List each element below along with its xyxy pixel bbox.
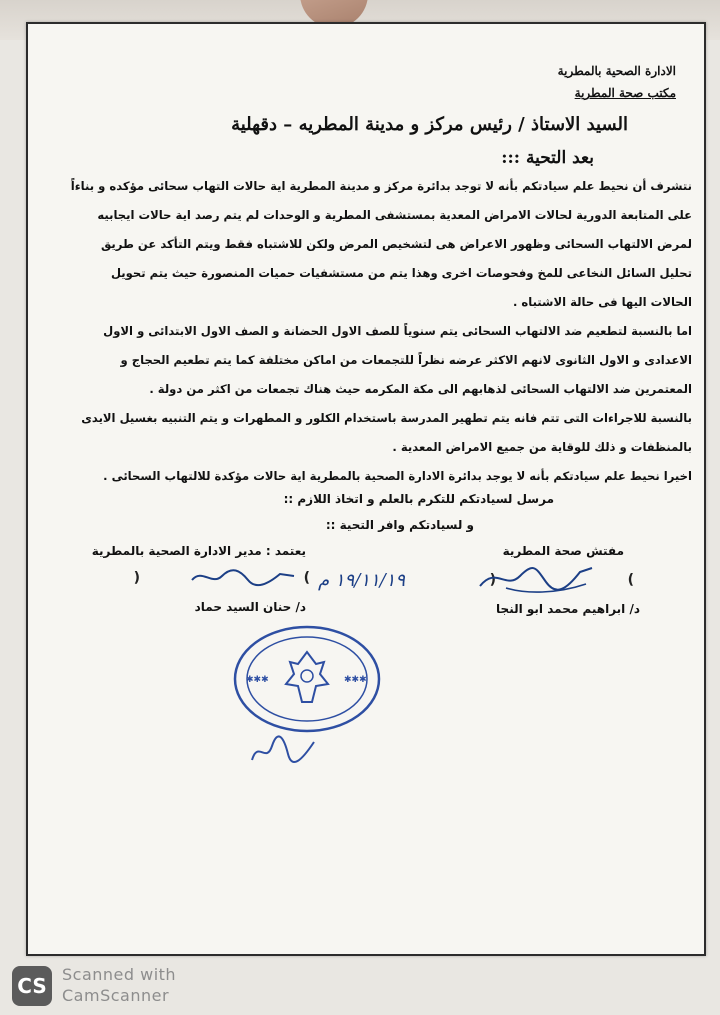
body-line: المعتمرين ضد الالتهاب السحائى لذهابهم الى مكة المكرمه حيث هناك تجمعات من اكثر من دولة .	[149, 382, 692, 396]
body-line: تحليل السائل النخاعى للمخ وفحوصات اخرى وهذا يتم من مستشفيات حميات المنصورة حيث يتم تحويل	[110, 266, 692, 280]
office-name: مكتب صحة المطرية	[574, 86, 676, 100]
body-line: اما بالنسبة لتطعيم ضد الالتهاب السحائى يتم سنوياً للصف الاول الحضانة و الصف الاول الابتدائى و الاول	[103, 324, 692, 338]
inspector-name: د/ ابراهيم محمد ابو النجا	[496, 602, 640, 616]
director-title: يعتمد : مدير الادارة الصحية بالمطرية	[91, 544, 306, 558]
greeting-line: بعد التحية :::	[501, 148, 594, 168]
body-line: نتشرف أن نحيط علم سيادتكم بأنه لا توجد بدائرة مركز و مدينة المطرية اية حالات التهاب سحائى مؤكده و بناءاً	[70, 179, 692, 193]
body-line: لمرض الالتهاب السحائى وظهور الاعراض هى لتشخيص المرض ولكن للاشتباه فقط ويتم التأكد عن طريق	[100, 237, 692, 251]
organization-name: الادارة الصحية بالمطرية	[557, 64, 676, 78]
paren-close: )	[133, 570, 140, 586]
letter-body	[42, 172, 692, 491]
scanner-watermark	[8, 960, 228, 1008]
handwritten-date: ١٩/١١/١٩ م	[318, 570, 406, 591]
svg-text:✱✱✱: ✱✱✱	[344, 675, 367, 685]
watermark-text	[62, 964, 176, 1006]
inspector-title: مفتش صحة المطرية	[502, 544, 624, 558]
paren-open: (	[627, 572, 634, 588]
body-line: بالنسبة للاجراءات التى تتم فانه يتم تطهير المدرسة باستخدام الكلور و المطهرات و يتم التنبيه بغسيل الايدى	[81, 411, 692, 425]
paren-close: )	[489, 572, 496, 588]
body-line: بالمنظفات و ذلك للوقاية من جميع الامراض المعدية .	[392, 440, 692, 454]
watermark-line: CamScanner	[62, 986, 170, 1005]
official-stamp	[232, 624, 382, 738]
svg-text:✱✱✱: ✱✱✱	[246, 675, 269, 685]
camscanner-logo-icon: CS	[12, 966, 52, 1006]
addressee-line: السيد الاستاذ / رئيس مركز و مدينة المطريه – دقهلية	[231, 114, 628, 135]
stamp-initials	[248, 730, 318, 774]
body-line: الحالات اليها فى حالة الاشتباه .	[512, 295, 692, 309]
body-line: على المتابعة الدورية لحالات الامراض المعدية بمستشفى المطرية و الوحدات لم يتم رصد اية حالات ايجابيه	[97, 208, 692, 222]
closing-line: مرسل لسيادتكم للتكرم بالعلم و اتخاذ اللازم ::	[283, 492, 554, 506]
watermark-line: Scanned with	[62, 965, 177, 984]
body-line: الاعدادى و الاول الثانوى لانهم الاكثر عرضه نظراً للتجمعات من اماكن مختلفة كما يتم تطعيم الحجاج و	[120, 353, 692, 367]
document-page	[26, 22, 706, 956]
closing-greeting: و لسيادتكم وافر التحية ::	[325, 518, 474, 532]
director-name: د/ حنان السيد حماد	[194, 600, 306, 614]
paren-open: (	[303, 570, 310, 586]
body-line: اخيرا نحيط علم سيادتكم بأنه لا يوجد بدائرة الادارة الصحية بالمطرية اية حالات مؤكدة للالتهاب السحائى .	[103, 469, 692, 483]
